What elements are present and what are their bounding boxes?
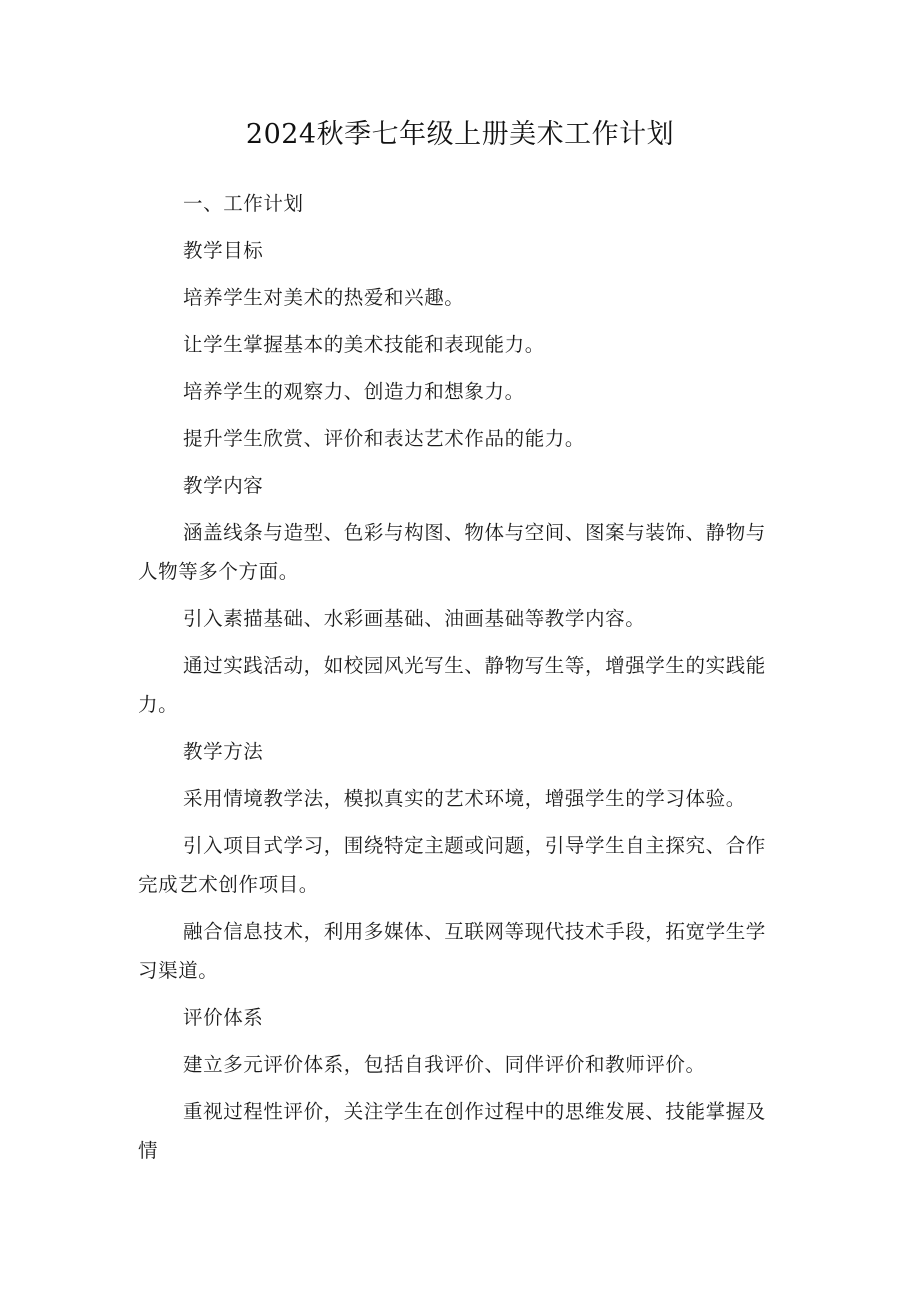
document-title: 2024秋季七年级上册美术工作计划 bbox=[245, 119, 675, 150]
section-heading-work-plan: 一、工作计划 bbox=[183, 192, 304, 215]
paragraph-goal-4: 提升学生欣赏、评价和表达艺术作品的能力。 bbox=[183, 427, 586, 450]
subheading-teaching-content: 教学内容 bbox=[183, 474, 264, 497]
paragraph-method-3: 融合信息技术，利用多媒体、互联网等现代技术手段，拓宽学生学习渠道。 bbox=[138, 920, 766, 982]
paragraph-goal-3: 培养学生的观察力、创造力和想象力。 bbox=[183, 380, 525, 403]
document-body bbox=[138, 184, 778, 1178]
paragraph-method-2: 引入项目式学习，围绕特定主题或问题，引导学生自主探究、合作完成艺术创作项目。 bbox=[138, 834, 766, 896]
paragraph-content-3: 通过实践活动，如校园风光写生、静物写生等，增强学生的实践能力。 bbox=[138, 654, 766, 716]
paragraph-goal-2: 让学生掌握基本的美术技能和表现能力。 bbox=[183, 333, 545, 356]
subheading-evaluation-system: 评价体系 bbox=[183, 1006, 264, 1029]
paragraph-content-2: 引入素描基础、水彩画基础、油画基础等教学内容。 bbox=[183, 607, 646, 630]
paragraph-evaluation-2: 重视过程性评价，关注学生在创作过程中的思维发展、技能掌握及情 bbox=[138, 1100, 766, 1162]
paragraph-goal-1: 培养学生对美术的热爱和兴趣。 bbox=[183, 286, 465, 309]
paragraph-method-1: 采用情境教学法，模拟真实的艺术环境，增强学生的学习体验。 bbox=[183, 787, 746, 810]
subheading-teaching-goals: 教学目标 bbox=[183, 239, 264, 262]
paragraph-content-1: 涵盖线条与造型、色彩与构图、物体与空间、图案与装饰、静物与人物等多个方面。 bbox=[138, 521, 766, 583]
subheading-teaching-methods: 教学方法 bbox=[183, 740, 264, 763]
paragraph-evaluation-1: 建立多元评价体系，包括自我评价、同伴评价和教师评价。 bbox=[183, 1053, 706, 1076]
